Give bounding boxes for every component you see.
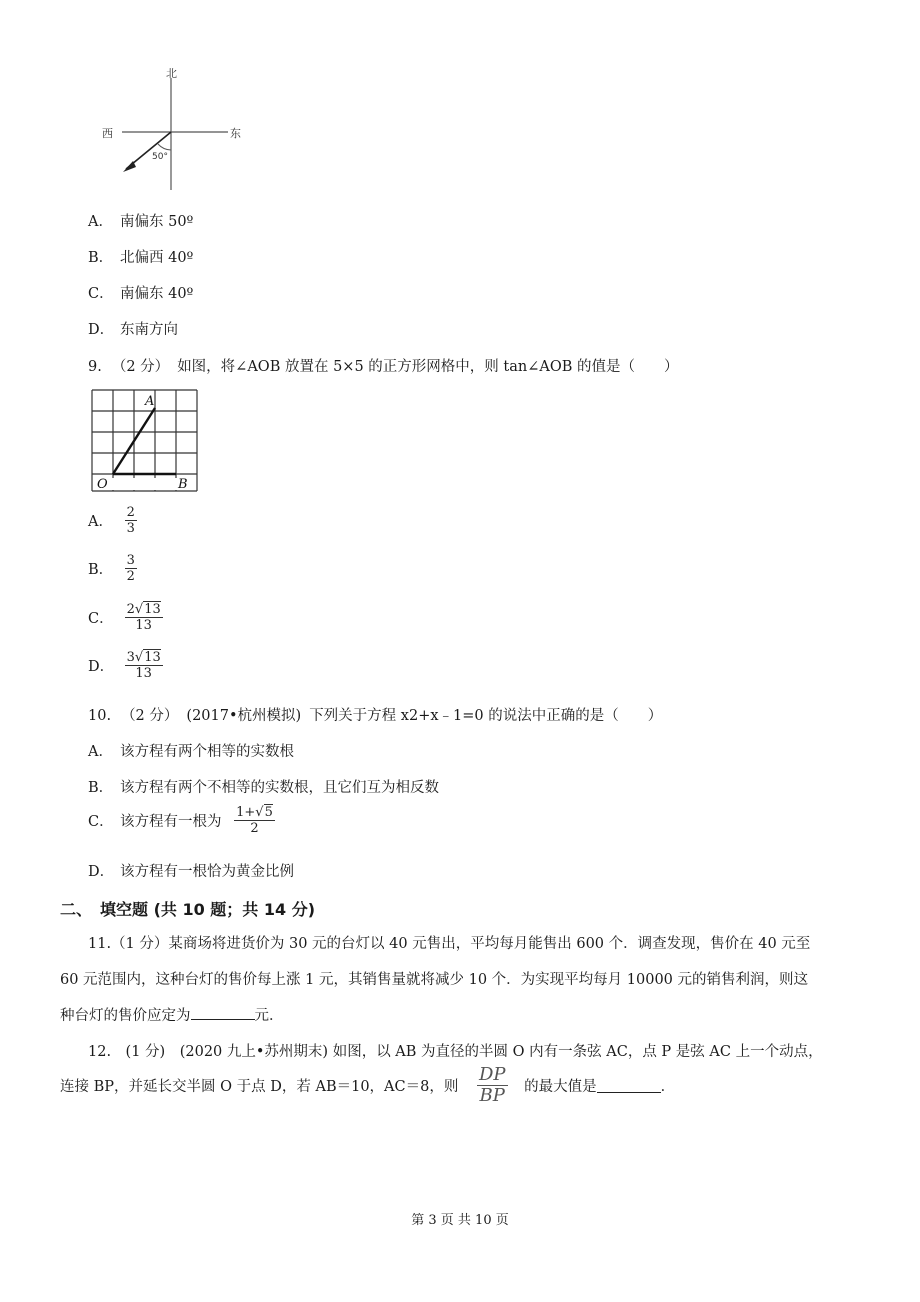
answer-blank[interactable]	[191, 1005, 255, 1020]
q9-option-c[interactable]: C． $\frac{2√13}{13}$	[88, 602, 161, 633]
grid-figure	[88, 386, 200, 494]
q9-option-b[interactable]: B． $\frac{3}{2}$	[88, 553, 135, 584]
compass-angle: 50°	[152, 152, 168, 162]
q8-option-a[interactable]: A． 南偏东 50º	[88, 214, 194, 230]
answer-blank[interactable]	[597, 1078, 661, 1093]
fraction: $\frac{3}{2}$	[126, 553, 135, 584]
grid-label-b: B	[178, 477, 188, 492]
q9-stem: 9. （2 分） 如图，将∠AOB 放置在 5×5 的正方形网格中，则 tan∠AOB 的值是（ ）	[88, 359, 679, 375]
fraction: $\frac{2√13}{13}$	[126, 602, 161, 633]
q12-line2: 连接 BP，并延长交半圆 O 于点 D，若 AB＝10，AC＝8，则 $\frac{DP}{BP}$ 的最大值是 ．	[60, 1064, 676, 1106]
compass-east: 东	[230, 127, 241, 140]
q8-option-b[interactable]: B． 北偏西 40º	[88, 250, 194, 266]
fraction-dp-bp: $\frac{DP}{BP}$	[478, 1064, 506, 1106]
q10-stem: 10. （2 分） (2017•杭州模拟) 下列关于方程 x2+x﹣1=0 的说法中正确的是（ ）	[88, 708, 663, 724]
section-title: 二、 填空题 (共 10 题；共 14 分)	[60, 900, 316, 919]
fraction: $\frac{3√13}{13}$	[126, 650, 161, 681]
q10-option-b[interactable]: B． 该方程有两个不相等的实数根，且它们互为相反数	[88, 780, 439, 796]
compass-west: 西	[102, 127, 113, 140]
compass-north: 北	[166, 67, 177, 80]
grid-label-a: A	[145, 394, 155, 409]
q8-option-d[interactable]: D． 东南方向	[88, 322, 178, 338]
fraction: $\frac{1+√5}{2}$	[236, 805, 273, 836]
compass-figure	[96, 64, 256, 196]
q10-option-a[interactable]: A． 该方程有两个相等的实数根	[88, 744, 294, 760]
grid-label-o: O	[97, 477, 108, 492]
q11-paragraph: 11.（1 分）某商场将进货价为 30 元的台灯以 40 元售出，平均每月能售出 600 个．调查发现，售价在 40 元至 60 元范围内，这种台灯的售价每上涨 1 元，其销售量就将减少 10 个．为实现平均每月 10000 元的销售利润，则这 种台灯的售价应定为 元．	[60, 936, 811, 1024]
q9-option-d[interactable]: D． $\frac{3√13}{13}$	[88, 650, 161, 681]
q8-option-c[interactable]: C． 南偏东 40º	[88, 286, 194, 302]
q9-option-a[interactable]: A． $\frac{2}{3}$	[88, 505, 135, 536]
q10-option-c[interactable]: C． 该方程有一根为 $\frac{1+√5}{2}$	[88, 805, 273, 836]
q10-option-d[interactable]: D． 该方程有一根恰为黄金比例	[88, 864, 294, 880]
q12-line1: 12. (1 分) (2020 九上•苏州期末) 如图，以 AB 为直径的半圆 O 内有一条弦 AC，点 P 是弦 AC 上一个动点，	[88, 1044, 823, 1060]
page-footer: 第 3 页 共 10 页	[411, 1213, 509, 1228]
fraction: $\frac{2}{3}$	[126, 505, 135, 536]
